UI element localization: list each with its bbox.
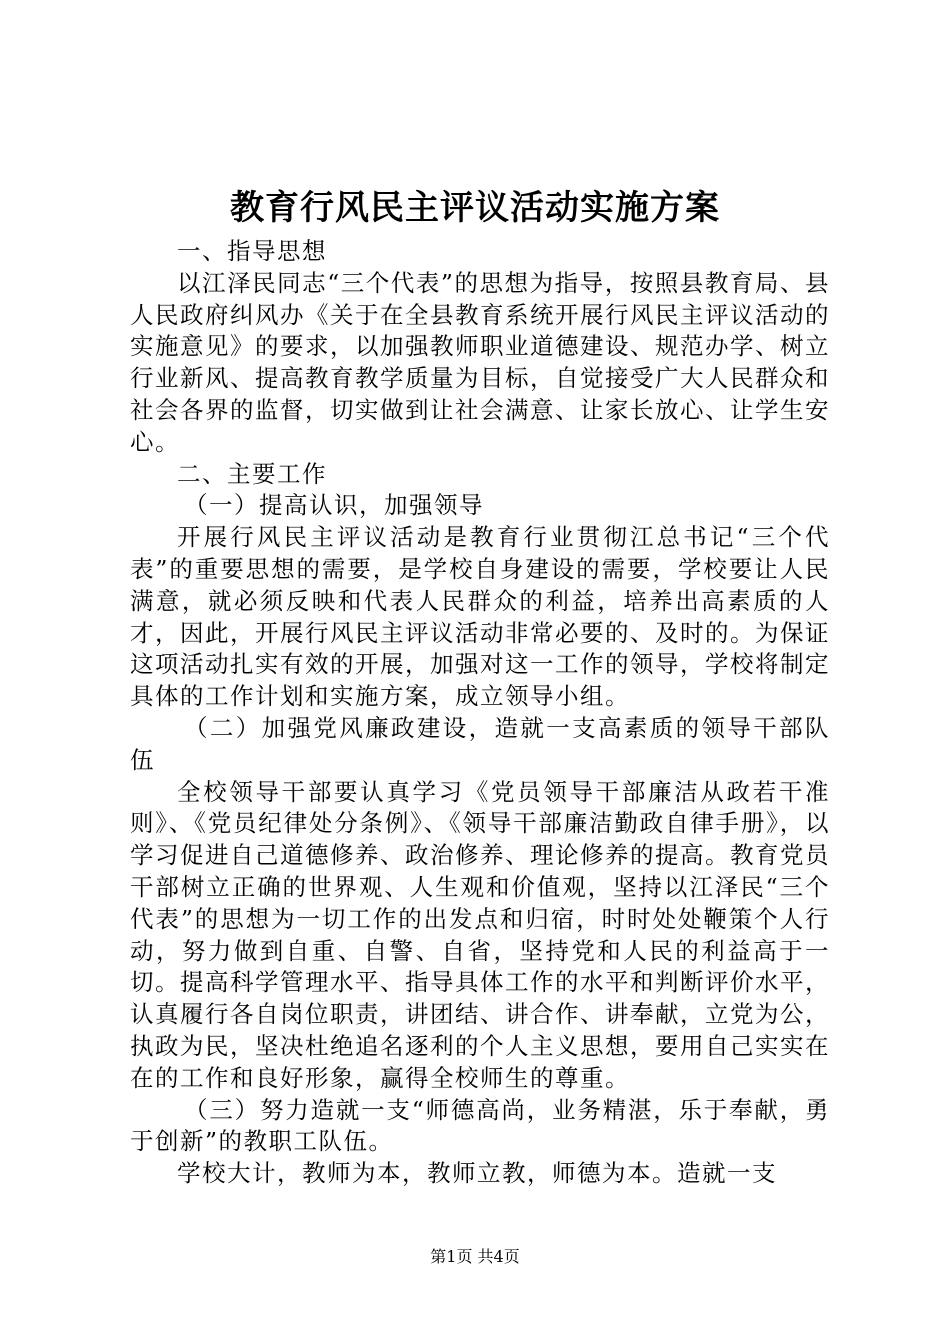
document-title: 教育行风民主评议活动实施方案 [230,188,720,228]
section-heading-main-work: 二、主要工作 [177,459,327,488]
page-footer: 第1页 共4页 [430,1247,520,1266]
document-body [130,236,830,1190]
paragraph-subsection-3: 学校大计，教师为本，教师立教，师德为本。造就一支 [177,1159,777,1188]
subsection-heading-3: （三）努力造就一支“师德高尚，业务精湛，乐于奉献，勇于创新”的教职工队伍。 [130,1095,830,1156]
subsection-heading-1: （一）提高认识，加强领导 [184,491,485,520]
subsection-heading-2: （二）加强党风廉政建设，造就一支高素质的领导干部队伍 [130,713,830,774]
paragraph-subsection-1: 开展行风民主评议活动是教育行业贯彻江总书记“三个代表”的重要思想的需要，是学校自身建设的需要，学校要让人民满意，就必须反映和代表人民群众的利益，培养出高素质的人才，因此，开展行风民主评议活动非常必要的、及时的。为保证这项活动扎实有效的开展，加强对这一工作的领导，学校将制定具体的工作计划和实施方案，成立领导小组。 [130,523,830,711]
paragraph-guiding-ideology: 以江泽民同志“三个代表”的思想为指导，按照县教育局、县人民政府纠风办《关于在全县教育系统开展行风民主评议活动的实施意见》的要求，以加强教师职业道德建设、规范办学、树立行业新风、提高教育教学质量为目标，自觉接受广大人民群众和社会各界的监督，切实做到让社会满意、让家长放心、让学生安心。 [130,268,830,456]
paragraph-subsection-2: 全校领导干部要认真学习《党员领导干部廉洁从政若干准则》、《党员纪律处分条例》、《领导干部廉洁勤政自律手册》，以学习促进自己道德修养、政治修养、理论修养的提高。教育党员干部树立正确的世界观、人生观和价值观，坚持以江泽民“三个代表”的思想为一切工作的出发点和归宿，时时处处鞭策个人行动，努力做到自重、自警、自省，坚持党和人民的利益高于一切。提高科学管理水平、指导具体工作的水平和判断评价水平，认真履行各自岗位职责，讲团结、讲合作、讲奉献，立党为公，执政为民，坚决杜绝追名逐利的个人主义思想，要用自己实实在在的工作和良好形象，赢得全校师生的尊重。 [130,777,830,1092]
section-heading-guiding-ideology: 一、指导思想 [177,237,327,265]
